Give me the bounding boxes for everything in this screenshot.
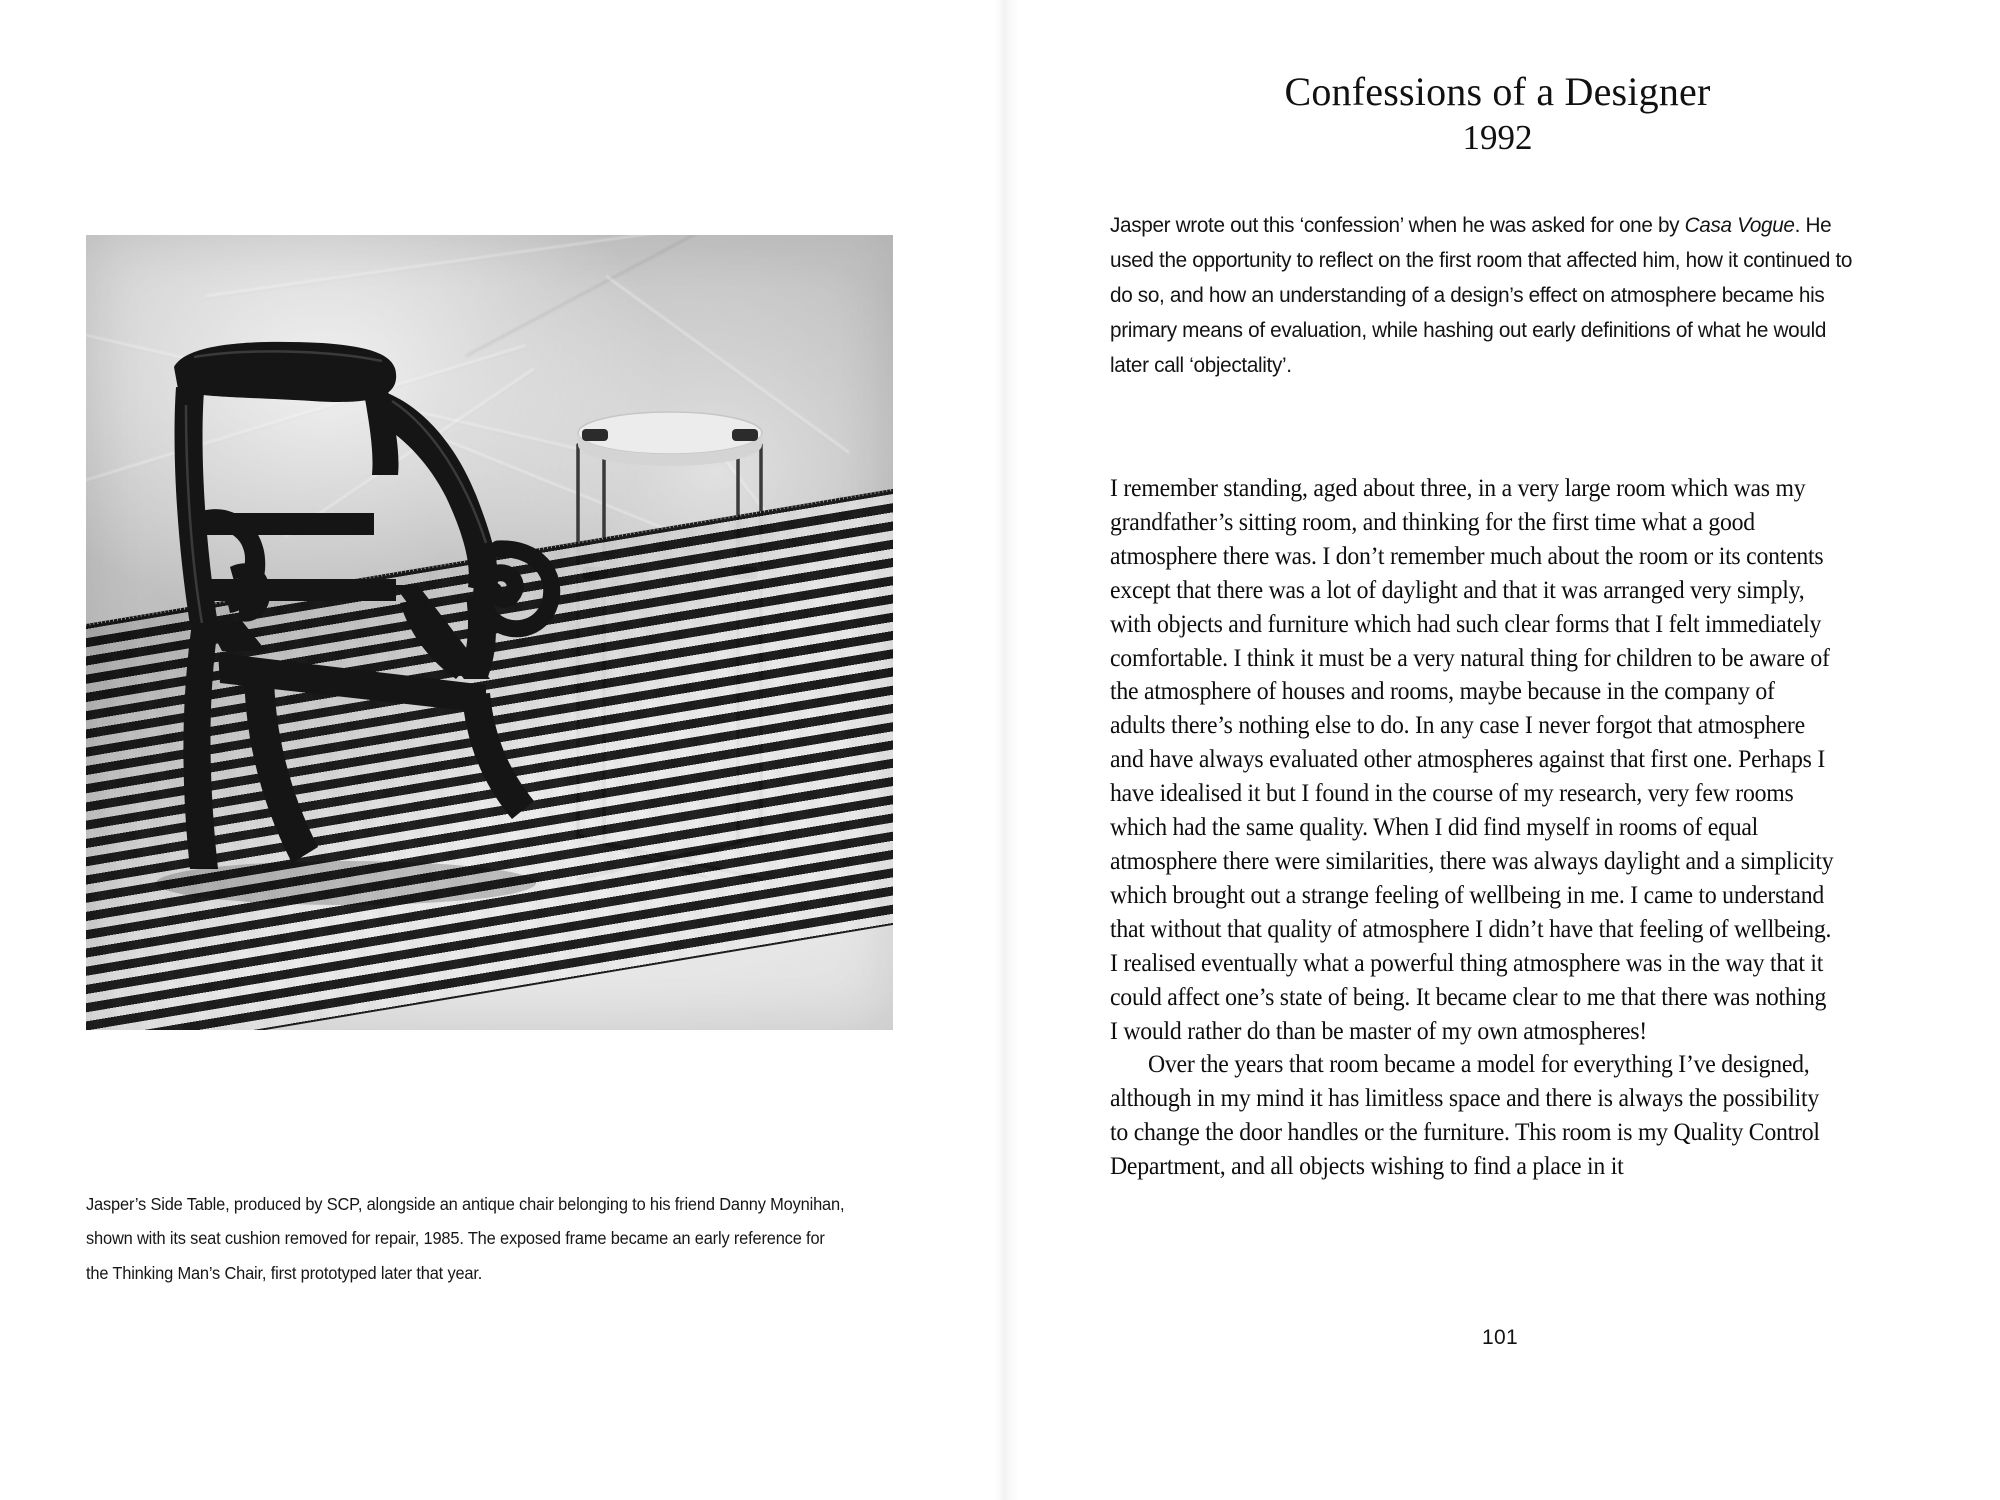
photo-caption: Jasper’s Side Table, produced by SCP, alongside an antique chair belonging to his friend Danny Moynihan, shown with its seat cushion removed for repair, 1985. The exposed frame became an early reference for the Thinking Man’s Chair, first prototyped later that year. <box>86 1194 845 1283</box>
body-paragraph-1: I remember standing, aged about three, in a very large room which was my grandfather’s sitting room, and thinking for the first time what a good atmosphere there was. I don’t remember much about the room or its contents except that there was a lot of daylight and that it was arranged very simply, with objects and furniture which had such clear forms that I felt immediately comfortable. I think it must be a very natural thing for children to be aware of the atmosphere of houses and rooms, maybe because in the company of adults there’s nothing else to do. In any case I never forgot that atmosphere and have always evaluated other atmospheres against that first one. Perhaps I have idealised it but I found in the course of my research, very few rooms which had the same quality. When I did find myself in rooms of equal atmosphere there were similarities, there was always daylight and a simplicity which brought out a strange feeling of wellbeing in me. I came to understand that without that quality of atmosphere I didn’t have that feeling of wellbeing. I realised eventually what a powerful thing atmosphere was in the way that it could affect one’s state of being. It became clear to me that there was nothing I would rather do than be master of my own atmospheres! <box>1110 474 1834 1045</box>
body-paragraph-2: Over the years that room became a model for everything I’ve designed, although in my mind it has limitless space and there is always the possibility to change the door handles or the furniture. This room is my Quality Control Department, and all objects wishing to find a place in it <box>1110 1050 1820 1181</box>
chapter-heading <box>1110 68 1885 158</box>
page-title: Confessions of a Designer <box>1284 69 1711 114</box>
body-text <box>1110 472 1835 1184</box>
photograph-plate <box>86 235 893 1030</box>
page-subtitle-year: 1992 <box>1462 117 1533 157</box>
intro-part-one: Jasper wrote out this ‘confession’ when he was asked for one by <box>1110 212 1685 237</box>
intro-part-two: . He used the opportunity to reflect on the first room that affected him, how it continued to do so, and how an understanding of a design’s effect on atmosphere became his primary means of evaluation, while hashing out early definitions of what he would later call ‘objectality’. <box>1110 212 1853 377</box>
page-number: 101 <box>1482 1326 1518 1349</box>
intro-italic-publication: Casa Vogue <box>1684 212 1795 237</box>
antique-chair-object <box>146 335 566 935</box>
right-page <box>1000 0 2000 1500</box>
editorial-intro <box>1110 208 1854 383</box>
